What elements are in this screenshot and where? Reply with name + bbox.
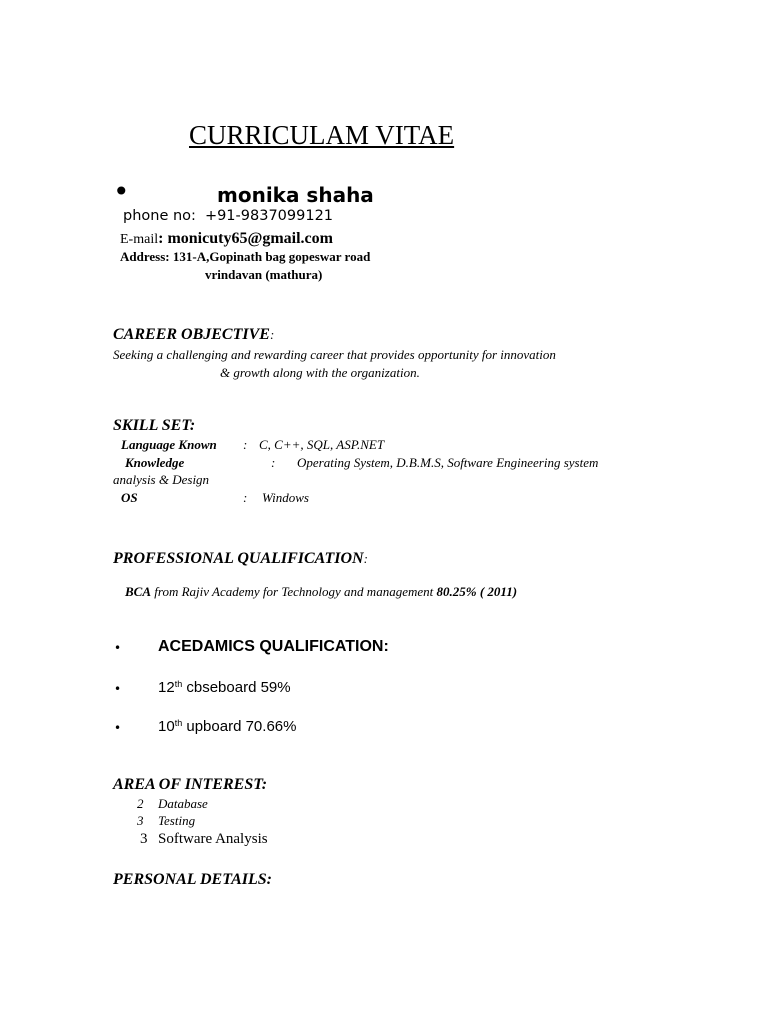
email-line [120,230,333,248]
skill-colon-os: : [243,490,248,505]
degree-score: 80.25% ( 2011) [436,584,518,599]
address-label: Address: [120,249,170,264]
skill-label-os: OS [121,490,138,505]
skill-value-knowledge: Operating System, D.B.M.S, Software Engineering system [297,455,599,470]
page-title: CURRICULAM VITAE [189,120,455,150]
academics-item-12-text: cbseboard 59% [182,679,291,696]
address-line-2: vrindavan (mathura) [205,267,323,282]
career-objective-line-1: Seeking a challenging and rewarding career that provides opportunity for innovation [113,347,556,362]
phone-value: +91-9837099121 [204,208,334,224]
professional-heading-colon: : [363,551,368,566]
academics-item-10-num: 10 [158,718,175,735]
address-value-1: 131-A,Gopinath bag gopeswar road [172,249,371,264]
email-value: : monicuty65@gmail.com [158,230,333,247]
area-of-interest-heading: AREA OF INTEREST: [113,776,268,793]
personal-details-heading: PERSONAL DETAILS: [113,871,272,888]
interest-num-2: 3 [137,813,144,828]
academics-bullet-12: • [114,682,122,696]
academics-item-12 [158,679,291,696]
career-heading-colon: : [269,327,275,342]
academics-heading: ACEDAMICS QUALIFICATION: [158,638,389,655]
interest-num-3: 3 [140,831,148,847]
academics-bullet: • [114,641,122,655]
career-heading-text: CAREER OBJECTIVE [113,326,270,343]
academics-item-12-num: 12 [158,679,175,696]
skill-label-language: Language Known [121,437,217,452]
career-objective-line-2: & growth along with the organization. [220,365,420,380]
skill-label-knowledge: Knowledge [125,455,185,470]
skill-value-language: C, C++, SQL, ASP.NET [259,437,385,452]
skill-value-os: Windows [262,490,309,505]
academics-item-10-sup: th [174,718,183,728]
phone-label: phone no: [123,208,196,224]
institution: from Rajiv Academy for Technology and management [151,584,437,599]
professional-line [125,584,517,600]
skill-set-heading: SKILL SET: [113,417,196,434]
skill-colon-knowledge: : [271,455,276,470]
career-objective-heading [113,326,274,344]
academics-item-12-sup: th [174,679,183,689]
professional-heading-text: PROFESSIONAL QUALIFICATION [113,550,364,567]
academics-item-10 [158,718,296,735]
academics-item-10-text: upboard 70.66% [182,718,297,735]
interest-text-1: Database [158,796,208,811]
skill-colon-language: : [243,437,248,452]
skill-value-knowledge-cont: analysis & Design [113,472,210,487]
professional-heading [113,550,368,568]
name-bullet: • [113,175,130,208]
degree: BCA [125,584,152,599]
address-line-1 [120,249,370,265]
email-label: E-mail [120,232,159,247]
interest-text-2: Testing [158,813,196,828]
academics-bullet-10: • [114,721,122,735]
phone-line [123,208,333,224]
interest-num-1: 2 [137,796,144,811]
candidate-name: monika shaha [217,183,374,207]
interest-text-3: Software Analysis [158,831,268,847]
